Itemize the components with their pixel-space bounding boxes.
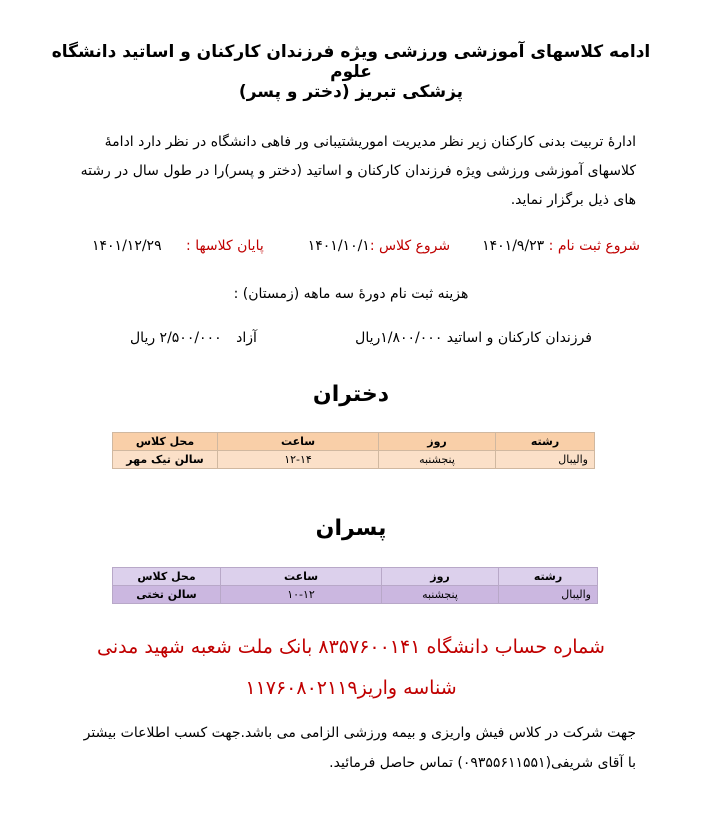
cell-day: پنجشنبه (382, 586, 499, 604)
intro-line-3: های ذیل برگزار نماید. (510, 192, 636, 208)
staff-fee (355, 330, 592, 346)
page-title-line1: ادامه کلاسهای آموزشی ورزشی ویژه فرزندان کارکنان و اساتید دانشگاه علوم (51, 42, 651, 82)
fee-title: هزینه ثبت نام دورهٔ سه ماهه (زمستان) : (233, 286, 469, 302)
contact-line-2: با آقای شریفی(۰۹۳۵۵۶۱۱۵۵۱) تماس حاصل فرمائید. (329, 755, 636, 771)
cell-time: ۱۲-۱۴ (218, 451, 379, 469)
cell-time: ۱۰-۱۲ (221, 586, 382, 604)
fees-row (130, 330, 592, 346)
registration-value: ۱۴۰۱/۹/۲۳ (482, 238, 545, 254)
registration-label: شروع ثبت نام : (548, 238, 640, 254)
class-start-value: ۱۴۰۱/۱۰/۱ (307, 238, 370, 254)
column-header-field: رشته (496, 433, 595, 451)
registration-date (482, 238, 640, 254)
deposit-id-line: شناسه واریز۱۱۷۶۰۸۰۲۱۱۹ (245, 677, 457, 699)
class-start-label: شروع کلاس : (369, 238, 451, 254)
cell-field: والیبال (499, 586, 598, 604)
intro-line-1: ادارهٔ تربیت بدنی کارکنان زیر نظر مدیریت اموریشتیبانی ور فاهی دانشگاه در نظر دارد ادامهٔ (104, 134, 636, 150)
column-header-field: رشته (499, 568, 598, 586)
table-header-row (113, 568, 598, 586)
cell-field: والیبال (496, 451, 595, 469)
class-start-date (308, 238, 450, 254)
free-fee-value: ۲/۵۰۰/۰۰۰ ریال (130, 330, 222, 346)
bank-account-line: شماره حساب دانشگاه ۸۳۵۷۶۰۰۱۴۱ بانک ملت شعبه شهید مدنی (97, 636, 605, 658)
page-title-line2: پزشکی تبریز (دختر و پسر) (238, 82, 464, 102)
class-end-label: پایان کلاسها : (186, 238, 264, 254)
column-header-time: ساعت (221, 568, 382, 586)
class-end-value: ۱۴۰۱/۱۲/۲۹ (92, 238, 162, 254)
staff-fee-value: ۱/۸۰۰/۰۰۰ریال (355, 330, 443, 346)
column-header-location: محل کلاس (113, 568, 221, 586)
column-header-location: محل کلاس (113, 433, 218, 451)
free-fee-label: آزاد (236, 330, 257, 346)
contact-paragraph (60, 718, 636, 778)
column-header-day: روز (379, 433, 496, 451)
girls-schedule-table (112, 432, 595, 469)
column-header-day: روز (382, 568, 499, 586)
contact-line-1: جهت شرکت در کلاس فیش واریزی و بیمه ورزشی الزامی می باشد.جهت کسب اطلاعات بیشتر (83, 725, 636, 741)
boys-heading: پسران (315, 516, 387, 541)
table-row (113, 586, 598, 604)
staff-fee-label: فرزندان کارکنان و اساتید (446, 330, 592, 346)
cell-day: پنجشنبه (379, 451, 496, 469)
cell-location: سالن تیک مهر (113, 451, 218, 469)
dates-row (40, 238, 640, 254)
free-fee (130, 330, 257, 346)
table-row (113, 451, 595, 469)
column-header-time: ساعت (218, 433, 379, 451)
cell-location: سالن تختی (113, 586, 221, 604)
boys-schedule-table (112, 567, 598, 604)
class-end-date (92, 238, 264, 254)
table-header-row (113, 433, 595, 451)
intro-line-2: کلاسهای آموزشی ورزشی ویژه فرزندان کارکنان و اساتید (دختر و پسر)را در طول سال در رشته (80, 163, 636, 179)
girls-heading: دختران (312, 382, 390, 407)
intro-paragraph (70, 128, 636, 215)
